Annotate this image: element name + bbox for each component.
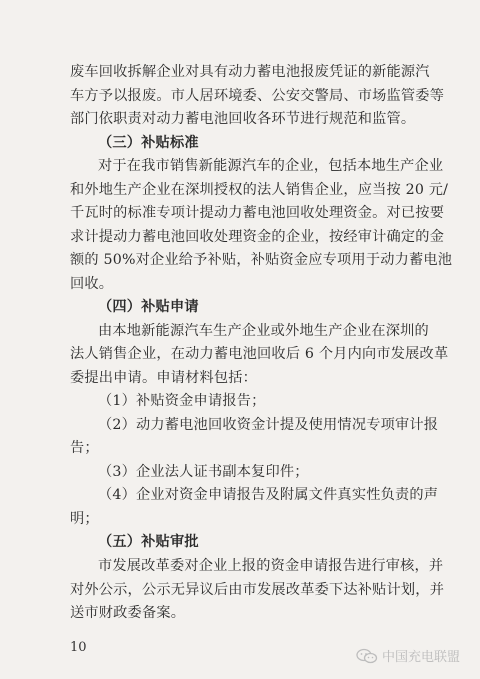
section-heading: （四）补贴申请: [98, 299, 199, 316]
watermark-text: 中国充电联盟: [381, 650, 460, 665]
section-heading: （五）补贴审批: [98, 534, 199, 551]
body-text-line: 和外地生产企业在深圳授权的法人销售企业，应当按 20 元/: [70, 181, 449, 198]
body-text-line: 由本地新能源汽车生产企业或外地生产企业在深圳的: [98, 322, 429, 339]
list-item: （1）补贴资金申请报告；: [98, 393, 266, 410]
section-heading: （三）补贴标准: [98, 134, 199, 151]
body-text-line: 千瓦时的标准专项计提动力蓄电池回收处理资金。对已按要: [70, 205, 445, 222]
page-number: 10: [70, 640, 87, 655]
body-text-line: 部门依职责对动力蓄电池回收各环节进行规范和监管。: [70, 111, 416, 127]
body-text-line: 法人销售企业，在动力蓄电池回收后 6 个月内向市发展改革: [70, 346, 449, 363]
list-item: （2）动力蓄电池回收资金计提及使用情况专项审计报: [98, 416, 439, 433]
wechat-icon: [356, 648, 378, 664]
body-text-line: 告；: [70, 440, 99, 457]
body-text-line: 对于在我市销售新能源汽车的企业，包括本地生产企业: [98, 158, 444, 175]
body-text-line: 送市财政委备案。: [70, 605, 186, 621]
list-item: （3）企业法人证书副本复印件；: [98, 463, 309, 480]
body-text-line: 回收。: [70, 275, 114, 292]
body-text-line: 废车回收拆解企业对具有动力蓄电池报废凭证的新能源汽: [70, 64, 430, 80]
body-text-line: 委提出申请。申请材料包括：: [70, 369, 258, 386]
body-text-line: 市发展改革委对企业上报的资金申请报告进行审核，并: [98, 558, 444, 574]
body-text-line: 车方予以报废。市人居环境委、公安交警局、市场监管委等: [70, 87, 445, 104]
body-text-line: 对外公示，公示无异议后由市发展改革委下达补贴计划，并: [70, 581, 445, 598]
body-text-line: 额的 50%对企业给予补贴，补贴资金应专项用于动力蓄电池: [70, 252, 453, 269]
body-text-line: 求计提动力蓄电池回收处理资金的企业，按经审计确定的金: [70, 228, 445, 245]
body-text-line: 明；: [70, 510, 99, 527]
list-item: （4）企业对资金申请报告及附属文件真实性负责的声: [98, 487, 439, 504]
watermark: [356, 646, 460, 665]
